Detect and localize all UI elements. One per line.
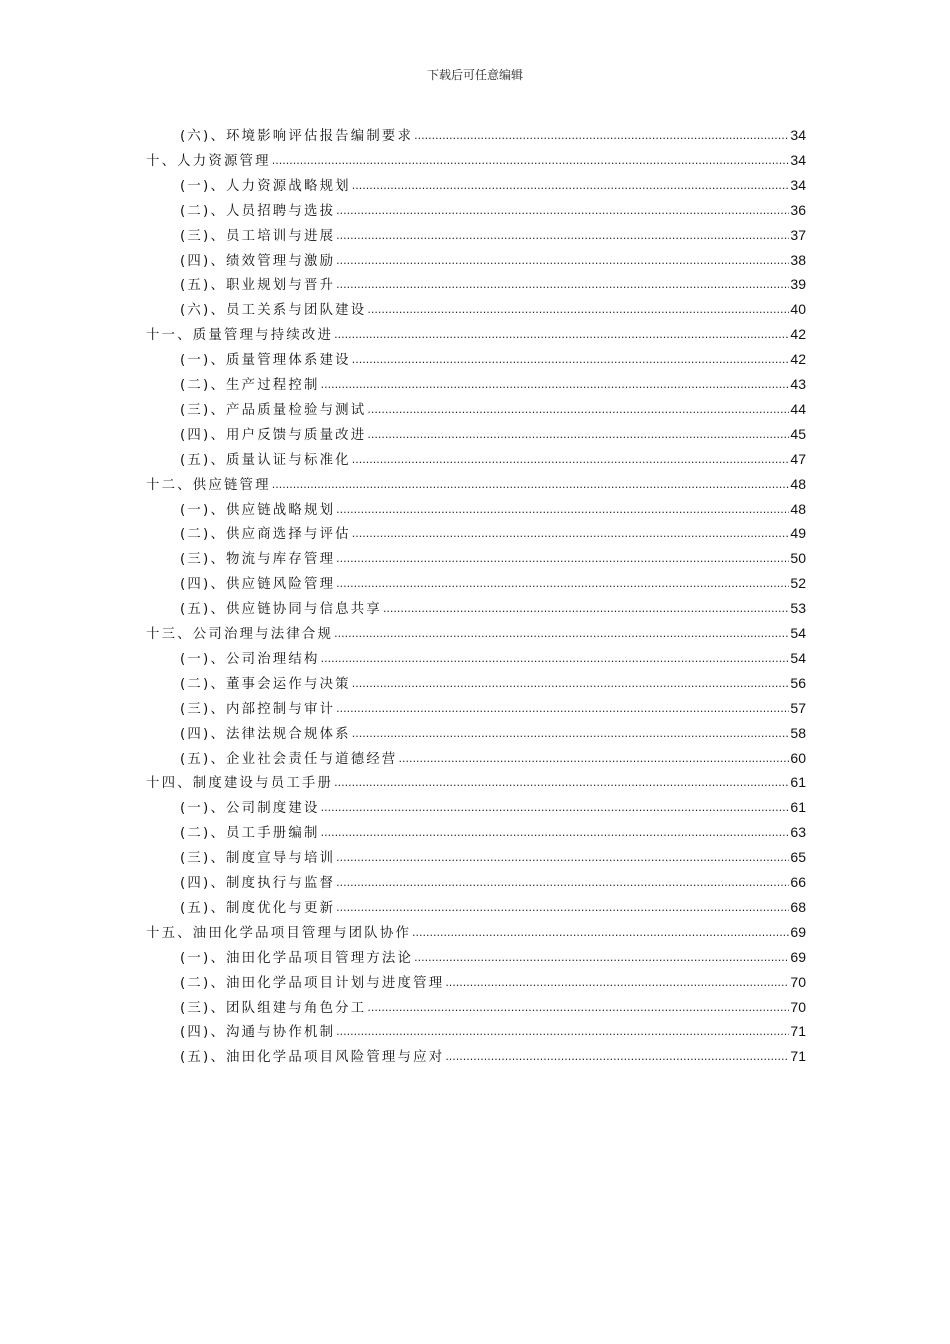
toc-entry-title: (五)、供应链协同与信息共享 bbox=[180, 602, 382, 618]
toc-section-entry[interactable] bbox=[180, 548, 806, 568]
toc-entry-title: 十三、公司治理与法律合规 bbox=[146, 627, 334, 642]
toc-section-entry[interactable] bbox=[180, 200, 806, 220]
toc-dot-leader bbox=[383, 602, 789, 615]
toc-dot-leader bbox=[321, 652, 790, 665]
toc-page-number: 68 bbox=[790, 898, 806, 915]
toc-dot-leader bbox=[336, 1025, 789, 1038]
toc-page-number: 52 bbox=[790, 575, 806, 592]
toc-page-number: 69 bbox=[790, 948, 806, 965]
toc-section-entry[interactable] bbox=[180, 847, 806, 867]
toc-page-number: 69 bbox=[790, 923, 806, 940]
toc-section-entry[interactable] bbox=[180, 698, 806, 718]
toc-entry-title: (五)、油田化学品项目风险管理与应对 bbox=[180, 1050, 445, 1066]
toc-page-number: 61 bbox=[790, 774, 806, 791]
toc-section-entry[interactable] bbox=[180, 1021, 806, 1041]
toc-page-number: 42 bbox=[790, 326, 806, 343]
toc-entry-title: (一)、供应链战略规划 bbox=[180, 502, 336, 518]
toc-dot-leader bbox=[321, 801, 790, 814]
toc-dot-leader bbox=[336, 254, 789, 267]
toc-entry-title: (五)、企业社会责任与道德经营 bbox=[180, 751, 398, 767]
toc-entry-title: 十、人力资源管理 bbox=[146, 153, 271, 169]
toc-entry-title: (二)、人员招聘与选拔 bbox=[180, 203, 336, 219]
toc-page-number: 43 bbox=[790, 376, 806, 392]
toc-dot-leader bbox=[412, 926, 789, 939]
toc-page-number: 61 bbox=[790, 799, 806, 816]
toc-page-number: 38 bbox=[790, 251, 806, 268]
toc-entry-title: (一)、公司治理结构 bbox=[180, 651, 320, 667]
toc-page-number: 50 bbox=[790, 550, 806, 567]
toc-entry-title: (二)、油田化学品项目计划与进度管理 bbox=[180, 975, 445, 991]
toc-entry-title: (四)、用户反馈与质量改进 bbox=[180, 427, 367, 443]
toc-dot-leader bbox=[352, 453, 790, 466]
toc-dot-leader bbox=[336, 552, 789, 565]
toc-entry-title: (五)、质量认证与标准化 bbox=[180, 452, 351, 468]
toc-entry-title: (三)、内部控制与审计 bbox=[180, 701, 336, 717]
toc-dot-leader bbox=[334, 776, 789, 789]
toc-dot-leader bbox=[367, 403, 789, 416]
toc-dot-leader bbox=[367, 303, 789, 316]
toc-entry-title: 十五、油田化学品项目管理与团队协作 bbox=[146, 925, 412, 941]
toc-dot-leader bbox=[352, 179, 790, 192]
toc-page-number: 45 bbox=[790, 425, 806, 442]
toc-dot-leader bbox=[336, 851, 789, 864]
toc-page-number: 36 bbox=[790, 201, 806, 218]
toc-dot-leader bbox=[352, 727, 790, 740]
toc-page-number: 49 bbox=[790, 525, 806, 542]
toc-page-number: 63 bbox=[790, 824, 806, 841]
toc-section-entry[interactable] bbox=[180, 897, 806, 917]
toc-entry-title: (二)、生产过程控制 bbox=[180, 378, 320, 393]
toc-entry-title: (三)、物流与库存管理 bbox=[180, 552, 336, 568]
toc-chapter-entry[interactable] bbox=[146, 623, 806, 643]
toc-page-number: 48 bbox=[790, 500, 806, 517]
toc-dot-leader bbox=[336, 204, 789, 217]
toc-page-number: 66 bbox=[790, 874, 806, 890]
toc-section-entry[interactable] bbox=[180, 598, 806, 618]
toc-section-entry[interactable] bbox=[180, 349, 806, 369]
toc-entry-title: (四)、制度执行与监督 bbox=[180, 876, 336, 891]
toc-dot-leader bbox=[399, 752, 790, 765]
toc-page-number: 37 bbox=[790, 226, 806, 243]
toc-entry-title: (四)、沟通与协作机制 bbox=[180, 1025, 336, 1041]
toc-section-entry[interactable] bbox=[180, 573, 806, 593]
toc-entry-title: (一)、公司制度建设 bbox=[180, 801, 320, 817]
toc-entry-title: (六)、员工关系与团队建设 bbox=[180, 303, 367, 319]
toc-section-entry[interactable] bbox=[180, 499, 806, 519]
toc-section-entry[interactable] bbox=[180, 225, 806, 245]
toc-page-number: 34 bbox=[790, 127, 806, 143]
toc-section-entry[interactable] bbox=[180, 424, 806, 444]
toc-page-number: 48 bbox=[790, 475, 806, 492]
toc-chapter-entry[interactable] bbox=[146, 150, 806, 170]
toc-dot-leader bbox=[352, 677, 790, 690]
toc-dot-leader bbox=[336, 577, 789, 590]
toc-dot-leader bbox=[352, 527, 790, 540]
toc-section-entry[interactable] bbox=[180, 872, 806, 892]
toc-dot-leader bbox=[336, 278, 789, 291]
toc-page-number: 54 bbox=[790, 649, 806, 666]
toc-entry-title: 十四、制度建设与员工手册 bbox=[146, 776, 334, 792]
toc-entry-title: 十一、质量管理与持续改进 bbox=[146, 328, 334, 344]
toc-entry-title: (二)、董事会运作与决策 bbox=[180, 676, 351, 692]
toc-section-entry[interactable] bbox=[180, 374, 806, 394]
toc-page-number: 54 bbox=[790, 625, 806, 641]
toc-dot-leader bbox=[336, 229, 789, 242]
toc-section-entry[interactable] bbox=[180, 673, 806, 693]
toc-dot-leader bbox=[445, 1050, 789, 1063]
toc-entry-title: (二)、供应商选择与评估 bbox=[180, 527, 351, 543]
toc-section-entry[interactable] bbox=[180, 797, 806, 817]
toc-entry-title: (三)、员工培训与进展 bbox=[180, 228, 336, 244]
toc-entry-title: 十二、供应链管理 bbox=[146, 477, 271, 493]
toc-section-entry[interactable] bbox=[180, 972, 806, 992]
toc-dot-leader bbox=[321, 826, 790, 839]
toc-section-entry[interactable] bbox=[180, 250, 806, 270]
toc-section-entry[interactable] bbox=[180, 274, 806, 294]
toc-page-number: 70 bbox=[790, 973, 806, 990]
toc-entry-title: (五)、职业规划与晋升 bbox=[180, 278, 336, 294]
toc-page-number: 53 bbox=[790, 600, 806, 617]
toc-section-entry[interactable] bbox=[180, 822, 806, 842]
toc-page-number: 39 bbox=[790, 276, 806, 293]
toc-dot-leader bbox=[321, 378, 790, 391]
toc-page-number: 60 bbox=[790, 749, 806, 766]
toc-section-entry[interactable] bbox=[180, 399, 806, 419]
toc-page-number: 58 bbox=[790, 724, 806, 741]
toc-entry-title: (一)、油田化学品项目管理方法论 bbox=[180, 950, 414, 966]
toc-chapter-entry[interactable] bbox=[146, 324, 806, 344]
toc-page-number: 65 bbox=[790, 849, 806, 866]
toc-dot-leader bbox=[445, 976, 789, 989]
toc-page-number: 57 bbox=[790, 699, 806, 716]
toc-page-number: 42 bbox=[790, 351, 806, 368]
toc-chapter-entry[interactable] bbox=[146, 772, 806, 792]
toc-chapter-entry[interactable] bbox=[146, 474, 806, 494]
toc-dot-leader bbox=[336, 876, 789, 889]
toc-dot-leader bbox=[414, 129, 789, 142]
toc-entry-title: (三)、产品质量检验与测试 bbox=[180, 402, 367, 418]
toc-page-number: 34 bbox=[790, 151, 806, 168]
toc-dot-leader bbox=[352, 353, 790, 366]
toc-dot-leader bbox=[272, 154, 790, 167]
toc-section-entry[interactable] bbox=[180, 1046, 806, 1066]
toc-page-number: 47 bbox=[790, 450, 806, 467]
toc-section-entry[interactable] bbox=[180, 947, 806, 967]
toc-dot-leader bbox=[334, 328, 789, 341]
toc-dot-leader bbox=[336, 702, 789, 715]
toc-entry-title: (四)、法律法规合规体系 bbox=[180, 726, 351, 742]
toc-page-number: 71 bbox=[790, 1023, 806, 1040]
toc-page-number: 44 bbox=[790, 400, 806, 417]
toc-entry-title: (二)、员工手册编制 bbox=[180, 826, 320, 842]
toc-dot-leader bbox=[336, 503, 789, 516]
toc-chapter-entry[interactable] bbox=[146, 922, 806, 942]
page-header: 下载后可任意编辑 bbox=[426, 68, 523, 82]
toc-dot-leader bbox=[336, 901, 789, 914]
toc-section-entry[interactable] bbox=[180, 748, 806, 768]
toc-page-number: 40 bbox=[790, 301, 806, 318]
toc-entry-title: (四)、绩效管理与激励 bbox=[180, 253, 336, 269]
toc-section-entry[interactable] bbox=[180, 523, 806, 543]
toc-entry-title: (一)、质量管理体系建设 bbox=[180, 353, 351, 369]
toc-dot-leader bbox=[334, 627, 789, 640]
toc-page-number: 70 bbox=[790, 998, 806, 1015]
toc-entry-title: (三)、团队组建与角色分工 bbox=[180, 1000, 367, 1016]
toc-dot-leader bbox=[367, 428, 789, 441]
toc-section-entry[interactable] bbox=[180, 648, 806, 668]
toc-page-number: 71 bbox=[790, 1048, 806, 1065]
toc-section-entry[interactable] bbox=[180, 299, 806, 319]
toc-section-entry[interactable] bbox=[180, 449, 806, 469]
toc-page-number: 34 bbox=[790, 176, 806, 193]
toc-entry-title: (五)、制度优化与更新 bbox=[180, 900, 336, 916]
toc-entry-title: (三)、制度宣导与培训 bbox=[180, 851, 336, 867]
toc-entry-title: (六)、环境影响评估报告编制要求 bbox=[180, 129, 414, 144]
toc-section-entry[interactable] bbox=[180, 997, 806, 1017]
toc-section-entry[interactable] bbox=[180, 723, 806, 743]
toc-entry-title: (一)、人力资源战略规划 bbox=[180, 178, 351, 194]
toc-dot-leader bbox=[414, 951, 789, 964]
toc-dot-leader bbox=[272, 478, 790, 491]
toc-section-entry[interactable] bbox=[180, 175, 806, 195]
toc-dot-leader bbox=[367, 1001, 789, 1014]
toc-page-number: 56 bbox=[790, 674, 806, 691]
toc-entry-title: (四)、供应链风险管理 bbox=[180, 577, 336, 593]
toc-section-entry[interactable] bbox=[180, 125, 806, 145]
